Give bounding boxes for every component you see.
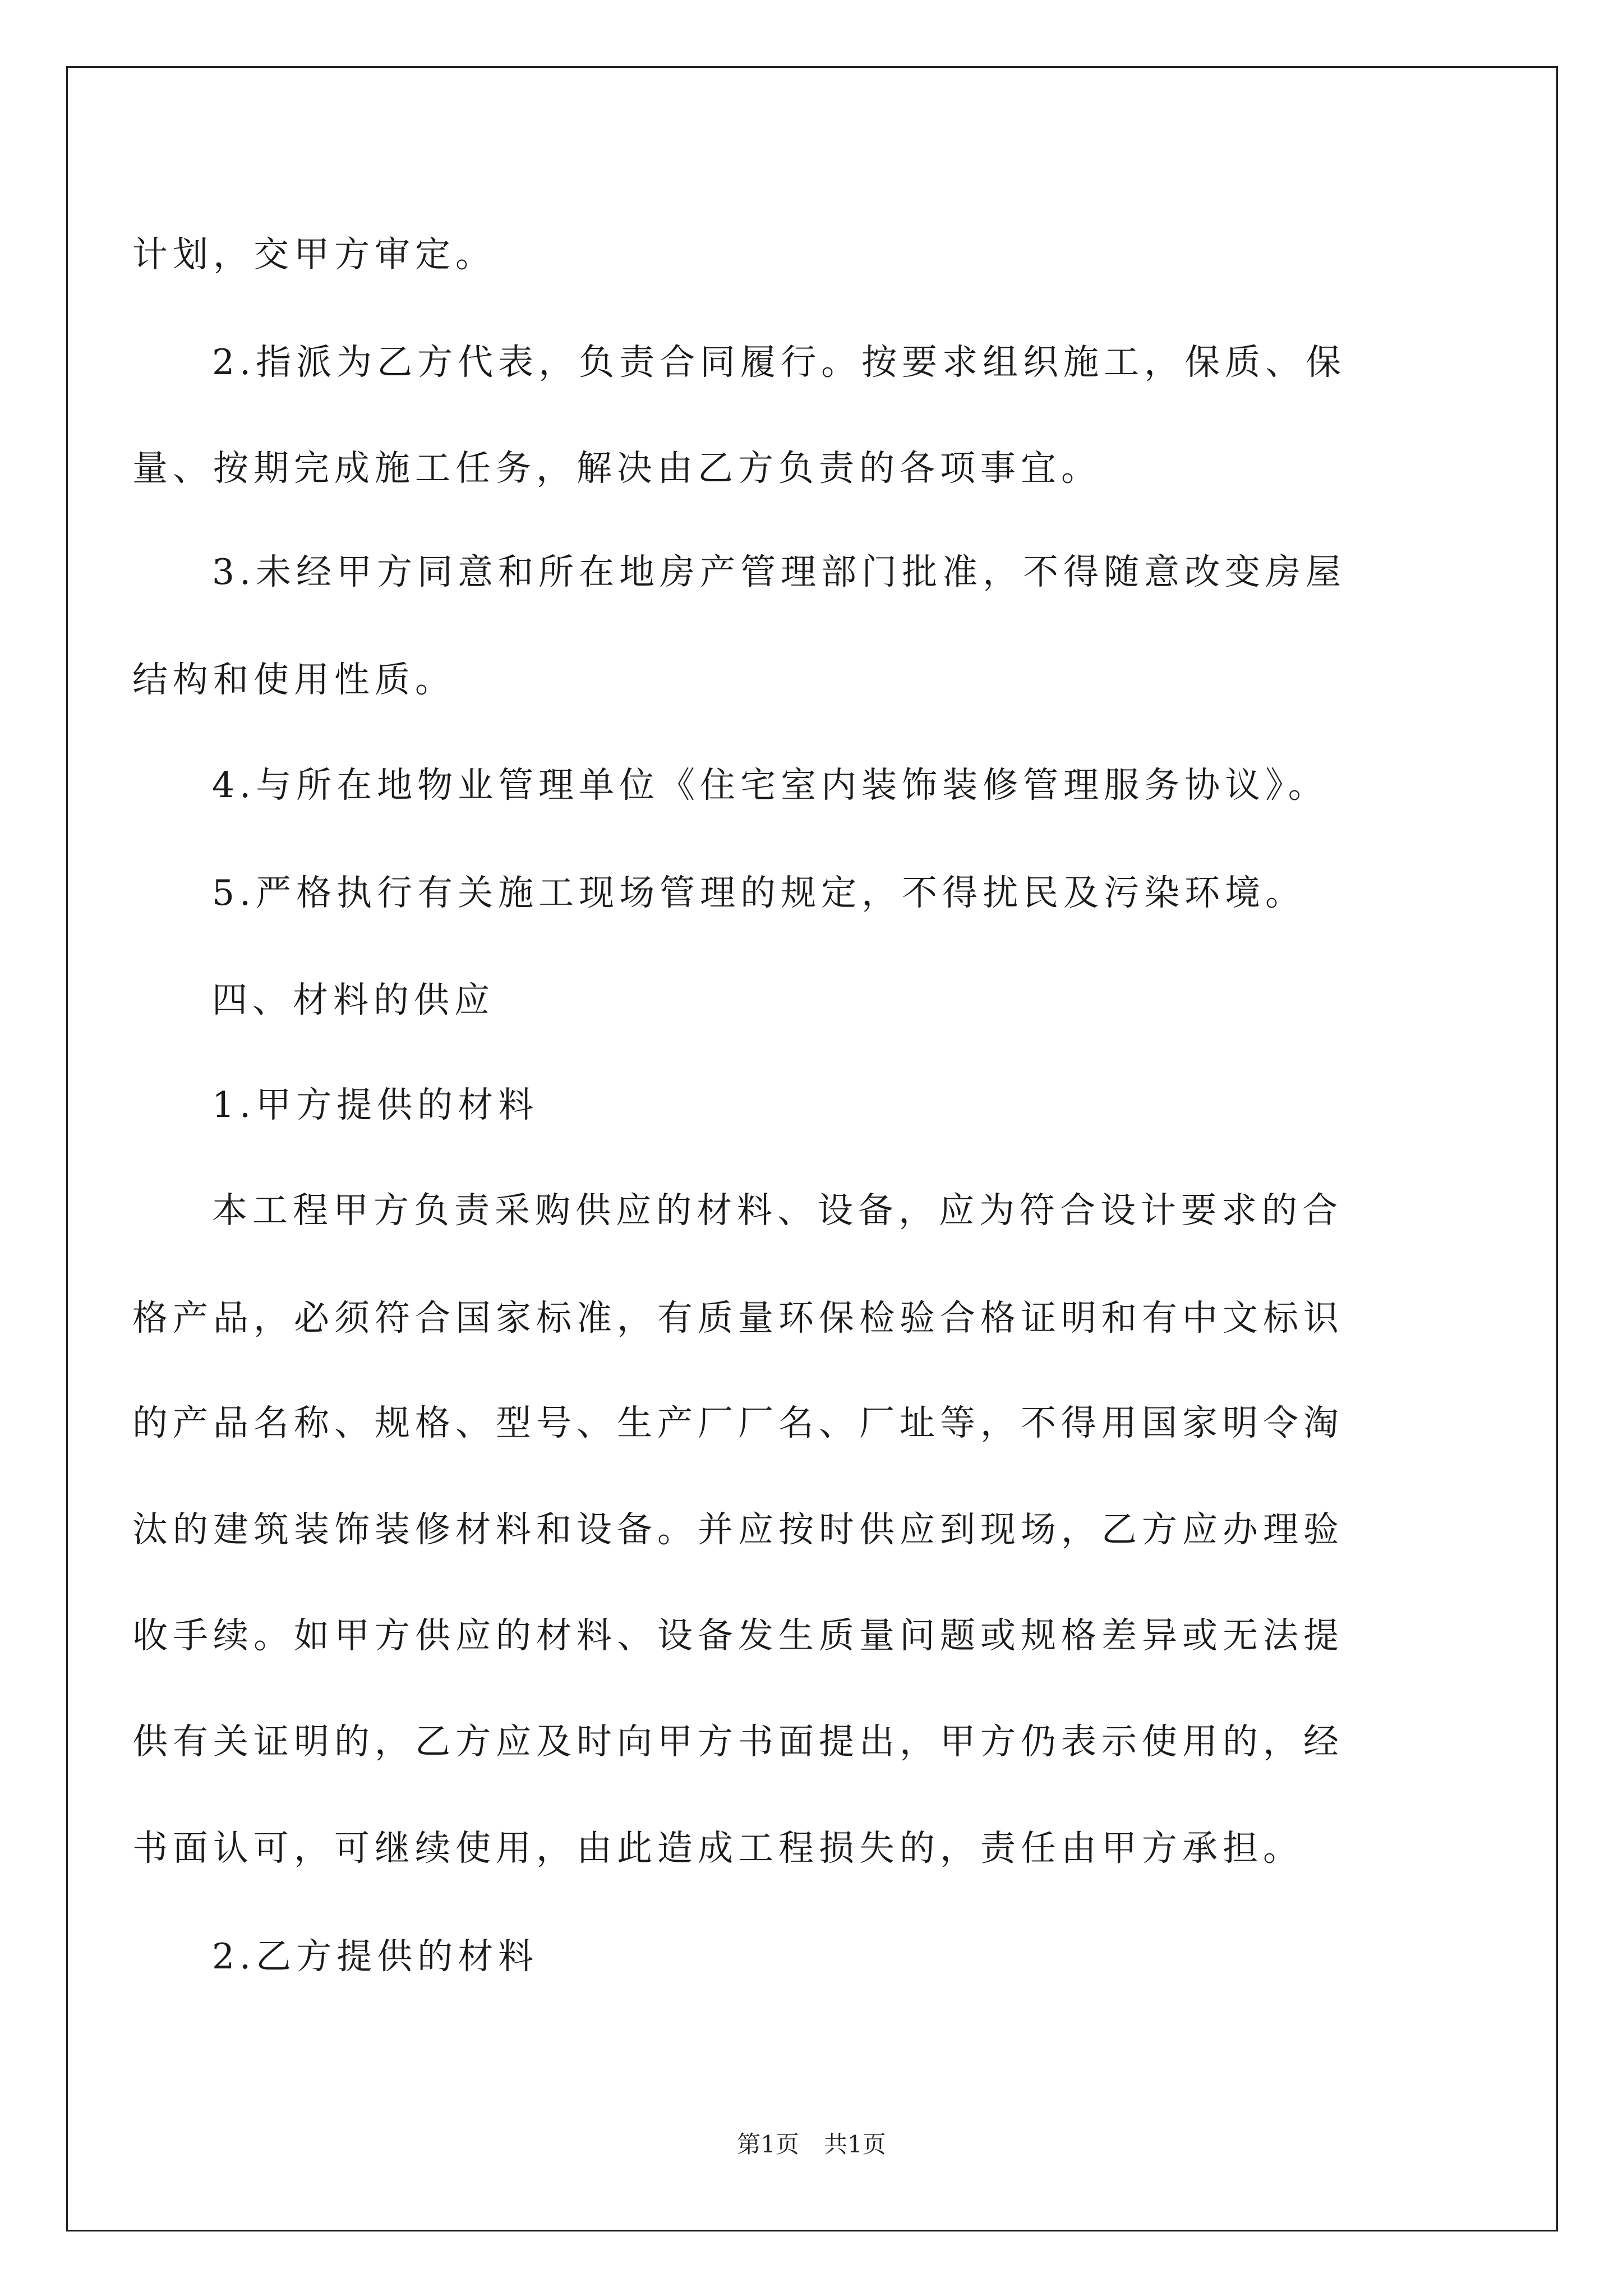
text-line-3: 量、按期完成施工任务，解决由乙方负责的各项事宜。: [132, 448, 1101, 489]
page-border: [66, 66, 1558, 2231]
text-line-2: 2.指派为乙方代表，负责合同履行。按要求组织施工，保质、保: [212, 342, 1347, 383]
page-number: 第1页: [737, 2131, 799, 2158]
text-line-4: 3.未经甲方同意和所在地房产管理部门批准，不得随意改变房屋: [212, 551, 1347, 592]
section-heading: 四、材料的供应: [212, 979, 495, 1020]
text-line-14: 收手续。如甲方供应的材料、设备发生质量问题或规格差异或无法提: [132, 1615, 1344, 1656]
page-total: 共1页: [824, 2131, 886, 2158]
text-line-6: 4.与所在地物业管理单位《住宅室内装饰装修管理服务协议》。: [212, 765, 1329, 806]
text-line-1: 计划，交甲方审定。: [132, 234, 496, 275]
subsection-heading-2: 2.乙方提供的材料: [212, 1936, 539, 1977]
text-line-5: 结构和使用性质。: [132, 659, 455, 700]
text-line-13: 汰的建筑装饰装修材料和设备。并应按时供应到现场，乙方应办理验: [132, 1509, 1344, 1550]
subsection-heading-1: 1.甲方提供的材料: [212, 1084, 539, 1125]
page-footer: [0, 2126, 1623, 2160]
text-line-16: 书面认可，可继续使用，由此造成工程损失的，责任由甲方承担。: [132, 1828, 1303, 1869]
text-line-11: 格产品，必须符合国家标准，有质量环保检验合格证明和有中文标识: [132, 1297, 1344, 1338]
text-line-10: 本工程甲方负责采购供应的材料、设备，应为符合设计要求的合: [212, 1190, 1343, 1231]
text-line-7: 5.严格执行有关施工现场管理的规定，不得扰民及污染环境。: [212, 872, 1306, 913]
text-line-15: 供有关证明的，乙方应及时向甲方书面提出，甲方仍表示使用的，经: [132, 1721, 1344, 1762]
text-line-12: 的产品名称、规格、型号、生产厂厂名、厂址等，不得用国家明令淘: [132, 1402, 1344, 1443]
